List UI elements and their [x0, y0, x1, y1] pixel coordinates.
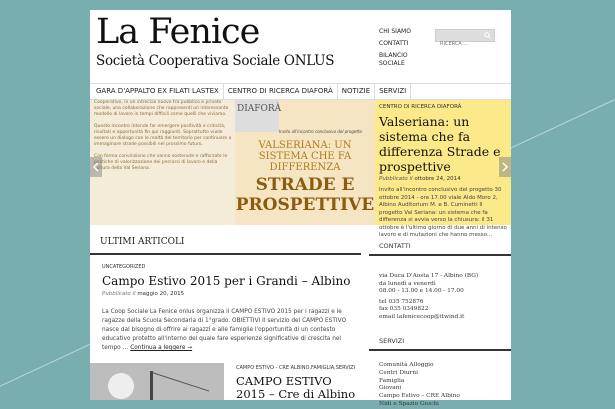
service-link[interactable]: Centri Diurni [379, 369, 418, 376]
topnav-chi-siamo[interactable]: CHI SIAMO [379, 28, 411, 35]
topnav-contatti[interactable]: CONTATTI [379, 40, 409, 47]
slide-excerpt: Invito all'incontro conclusivo del progetto 30 ottobre 2014 - ore 17.00 viale Aldo Moro 2, Albino Auditorium M. e B. Cuminetti Il progetto Val Seriana: un sistema che fa differenza si avvia verso la chiusura: il 31 ottobre è l'ultimo giorno di due anni di intenso lavoro e di mutazioni che hanno messo... [379, 187, 507, 238]
sidebar-contacts [369, 238, 511, 321]
articles-heading [90, 233, 361, 255]
poster-title: VALSERIANA: UN SISTEMA CHE FA DIFFERENZA [258, 140, 352, 173]
poster-subtitle: STRADE E PROSPETTIVE [235, 175, 375, 215]
slide-image[interactable] [90, 100, 375, 225]
mainnav-gara-appalto[interactable]: GARA D'APPALTO EX FILATI LASTEX [90, 84, 224, 99]
slider-prev-button[interactable] [90, 157, 102, 177]
post-thumbnail[interactable] [90, 363, 224, 400]
mainnav-notizie[interactable]: NOTIZIE [338, 84, 375, 99]
post-excerpt [102, 308, 357, 353]
post-title[interactable]: Campo Estivo 2015 per i Grandi – Albino [102, 274, 351, 288]
sidebar-services-heading: SERVIZI [369, 333, 511, 351]
sidebar-services [369, 333, 511, 409]
search-input[interactable] [436, 39, 482, 50]
slide-category[interactable]: CENTRO DI RICERCA DIAFORÀ [379, 104, 462, 110]
chevron-right-icon [502, 162, 508, 172]
post-item [236, 365, 361, 401]
topnav-bilancio-sociale[interactable]: BILANCIO SOCIALE [379, 52, 408, 67]
slide-date-value: ottobre 24, 2014 [414, 176, 461, 182]
service-link[interactable]: Campo Estivo – CRE Albino [379, 393, 460, 400]
post-title[interactable]: CAMPO ESTIVO 2015 – Cre di Albino [236, 374, 356, 401]
thumbnail-sun [108, 373, 134, 399]
contact-line: 08.00 - 13.00 e 14.00 - 17.00 [379, 288, 464, 294]
post-date-value: maggio 20, 2015 [137, 291, 185, 297]
page-container [90, 10, 511, 407]
post-category[interactable]: UNCATEGORIZED [102, 264, 146, 270]
mainnav-centro-ricerca[interactable]: CENTRO DI RICERCA DIAFORÀ [224, 84, 338, 99]
slide-text-paragraph: Cooperative, in un intreccio nuovo tra pubblico e privato sociale, una collaborazione che rappresenti un interessante modello di lavoro in tempi difficili come quelli che viviamo. [94, 100, 229, 117]
slide-text-paragraph: Questo incontro intende far emergere positività e criticità, risultati e opportunità fin qui raggiunti. Soprattutto vuole essere un dialogo con le realtà del territorio per continuare a immaginare strade possibili nel prossimo futuro. [94, 124, 232, 147]
contact-line: via Duca D'Aosta 17 - Albino (BG) [379, 273, 479, 279]
search-icon[interactable] [484, 32, 491, 39]
slide-date [379, 176, 507, 182]
site-subtitle: Società Cooperativa Sociale ONLUS [96, 53, 335, 69]
post-excerpt-text: La Coop Sociale La Fenice onlus organizza il CAMPO ESTIVO 2015 per i ragazzi e le ragazze della Scuola Secondaria di 1°grado. OBIETTIVI Il servizio del CAMPO ESTIVO nasce dal bisogno di offrire ai ragazzi e alle famiglie l'opportunità di un contesto educativo protetto all'interno del quale fare esperienze significative di crescita nel tempo … [102, 309, 347, 351]
post-date-prefix: Pubblicato il [102, 291, 136, 297]
read-more-link[interactable]: Continua a leggere → [130, 345, 193, 351]
sidebar-contacts-heading: CONTATTI [369, 238, 511, 256]
contact-info [369, 256, 511, 321]
post-item [102, 264, 357, 353]
site-title[interactable]: La Fenice [96, 12, 260, 52]
services-list [369, 351, 511, 409]
post-category[interactable]: CAMPO ESTIVO - CRE ALBINO,FAMIGLIA,SERVIZI [236, 365, 356, 371]
service-link[interactable]: Giovani [379, 385, 402, 392]
top-navigation [379, 28, 427, 72]
contact-line: da lunedì a venerdì [379, 280, 436, 287]
diafora-logo: DIAFORÀ [235, 100, 279, 132]
poster-invite: Invito all'incontro conclusivo del progetto [279, 129, 362, 134]
service-link[interactable]: Nidi e Spazio Giochi [379, 400, 439, 407]
chevron-left-icon [93, 162, 99, 172]
slide-title[interactable]: Valseriana: un sistema che fa differenza Strade e prospettive [379, 114, 501, 174]
slider-next-button[interactable] [499, 157, 511, 177]
contact-line: tel 035 752876 [379, 298, 424, 305]
search-box [435, 29, 495, 42]
contact-line: fax 035 0349822 [379, 306, 429, 312]
featured-slider [90, 100, 511, 238]
service-link[interactable]: Comunità Alloggio [379, 362, 434, 368]
mainnav-servizi[interactable]: SERVIZI [375, 84, 411, 99]
main-navigation [90, 83, 511, 100]
slide-text-paragraph: Con ferma convinzione che vanno sostenute e rafforzate le politiche di valorizzazione dei percorsi di lavoro e della cultura della Val Seriana. [94, 154, 228, 171]
slide-caption [375, 100, 511, 238]
post-date [102, 291, 357, 297]
thumbnail-pole [150, 371, 153, 400]
service-link[interactable]: Famiglia [379, 377, 405, 384]
slide-image-text [94, 100, 234, 178]
articles-heading-label: ULTIMI ARTICOLI [100, 237, 185, 247]
event-poster [235, 100, 375, 225]
slide-date-prefix: Pubblicato il [379, 176, 413, 182]
contact-email[interactable]: email lafenicecoop@itwind.it [379, 313, 465, 320]
